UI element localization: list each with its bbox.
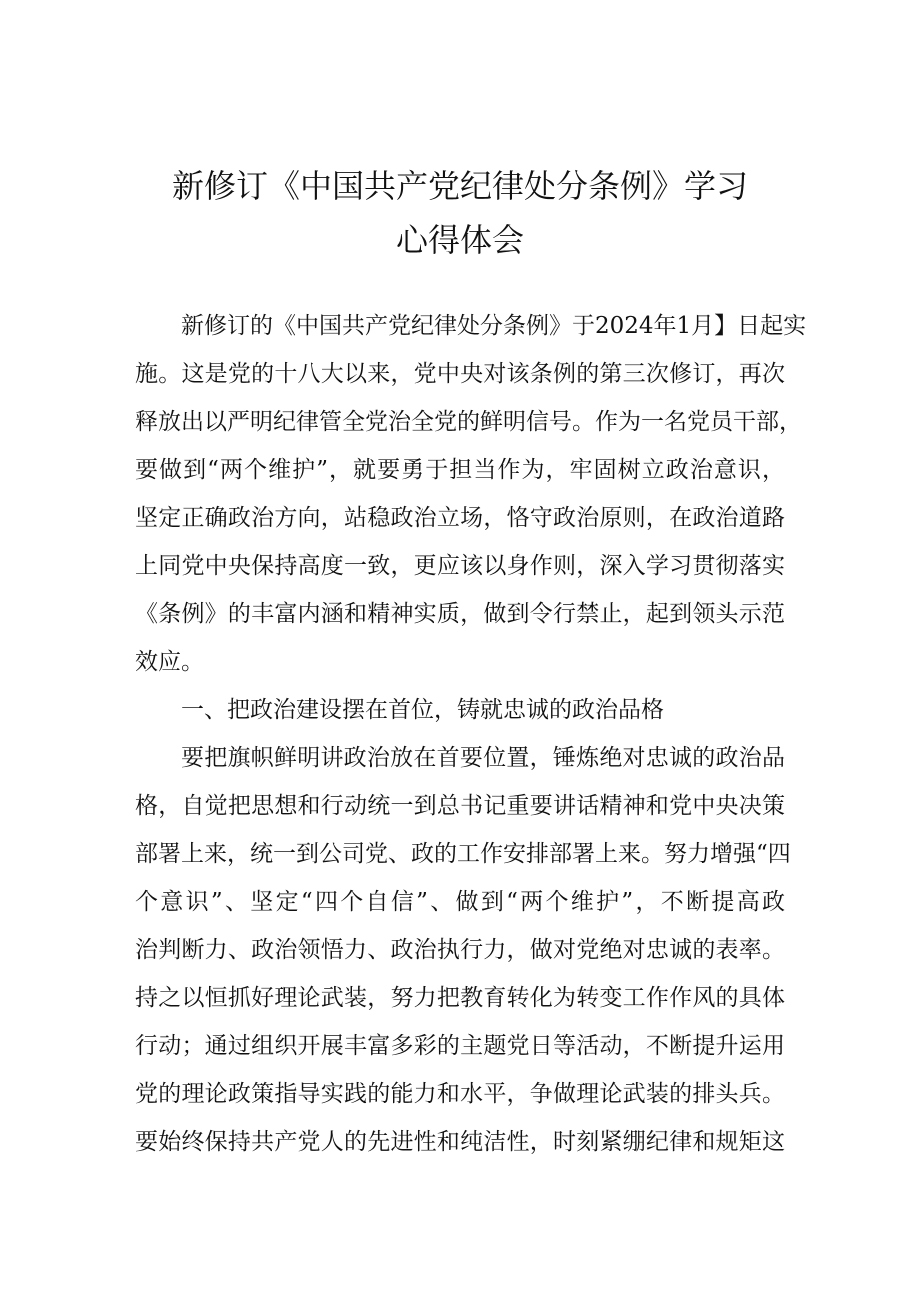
document-title-line-2: 心得体会: [395, 221, 524, 259]
section-body-line: 格，自觉把思想和行动统一到总书记重要讲话精神和党中央决策: [135, 793, 785, 819]
section-body-line: 行动；通过组织开展丰富多彩的主题党日等活动，不断提升运用: [135, 1033, 785, 1059]
intro-line: 新修订的《中国共产党纪律处分条例》于2024年1月】日起实: [181, 313, 807, 339]
intro-line: 上同党中央保持高度一致，更应该以身作则，深入学习贯彻落实: [135, 553, 785, 579]
section-heading: 一、把政治建设摆在首位，铸就忠诚的政治品格: [181, 697, 664, 723]
intro-line: 《条例》的丰富内涵和精神实质，做到令行禁止，起到领头示范: [135, 601, 785, 627]
section-body-line: 部署上来，统一到公司党、政的工作安排部署上来。努力增强“四: [135, 841, 791, 867]
section-body-line: 个意识”、坚定“四个自信”、做到“两个维护”，不断提高政: [135, 889, 785, 915]
section-body-line: 要始终保持共产党人的先进性和纯洁性，时刻紧绷纪律和规矩这: [135, 1129, 785, 1155]
intro-line: 坚定正确政治方向，站稳政治立场，恪守政治原则，在政治道路: [135, 505, 785, 531]
section-body-line: 持之以恒抓好理论武装，努力把教育转化为转变工作作风的具体: [135, 985, 785, 1011]
section-body-line: 党的理论政策指导实践的能力和水平，争做理论武装的排头兵。: [135, 1081, 785, 1107]
intro-line: 效应。: [135, 649, 204, 675]
intro-line: 要做到“两个维护”，就要勇于担当作为，牢固树立政治意识，: [135, 457, 785, 483]
section-body-line: 要把旗帜鲜明讲政治放在首要位置，锤炼绝对忠诚的政治品: [181, 745, 785, 771]
intro-line: 施。这是党的十八大以来，党中央对该条例的第三次修订，再次: [135, 361, 785, 387]
document-title-line-1: 新修订《中国共产党纪律处分条例》学习: [171, 167, 748, 205]
section-body-line: 治判断力、政治领悟力、政治执行力，做对党绝对忠诚的表率。: [135, 937, 785, 963]
intro-line: 释放出以严明纪律管全党治全党的鲜明信号。作为一名党员干部，: [135, 409, 802, 435]
